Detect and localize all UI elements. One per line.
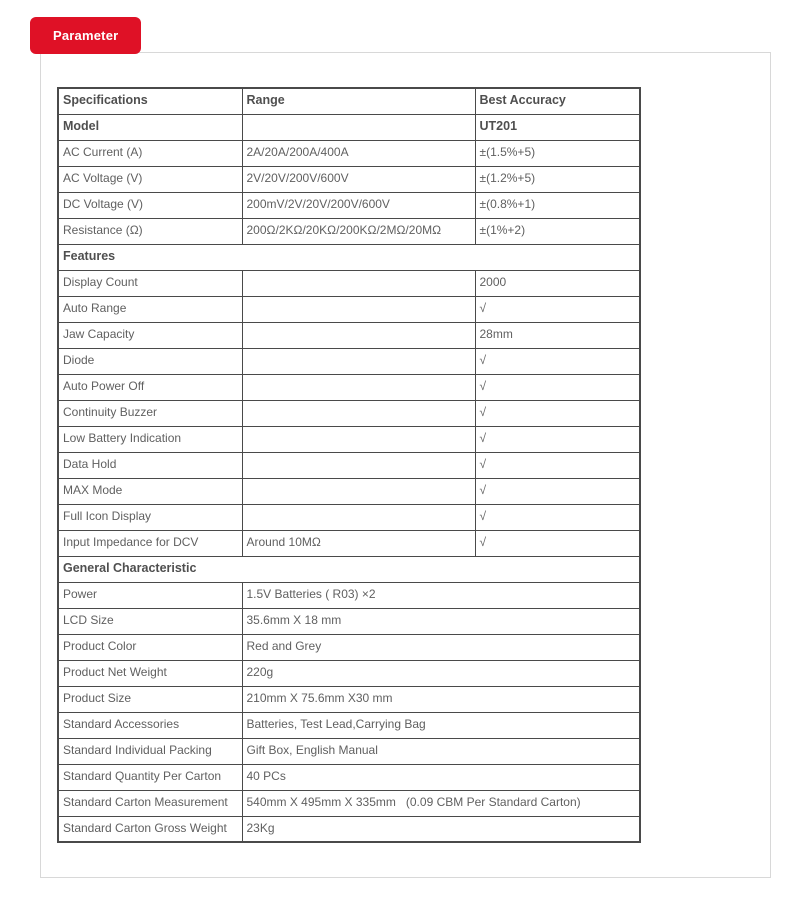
spec-cell-value: √ (475, 478, 640, 504)
spec-cell-label: AC Current (A) (58, 140, 242, 166)
spec-cell-label: Standard Carton Gross Weight (58, 816, 242, 842)
spec-cell-range (242, 348, 475, 374)
spec-cell-range: Around 10MΩ (242, 530, 475, 556)
spec-cell-label: DC Voltage (V) (58, 192, 242, 218)
spec-cell-label: Product Net Weight (58, 660, 242, 686)
table-row (58, 452, 640, 478)
spec-table-body (58, 88, 640, 842)
table-row (58, 712, 640, 738)
spec-cell-range (242, 452, 475, 478)
spec-cell-range: 540mm X 495mm X 335mm (0.09 CBM Per Standard Carton) (242, 790, 640, 816)
spec-cell-range: 220g (242, 660, 640, 686)
spec-cell-range: 200Ω/2KΩ/20KΩ/200KΩ/2MΩ/20MΩ (242, 218, 475, 244)
table-row (58, 140, 640, 166)
spec-cell-label: MAX Mode (58, 478, 242, 504)
spec-cell-label: Model (58, 114, 242, 140)
table-row (58, 166, 640, 192)
table-row (58, 296, 640, 322)
spec-cell-label: Full Icon Display (58, 504, 242, 530)
spec-cell-label: Auto Power Off (58, 374, 242, 400)
table-row (58, 686, 640, 712)
table-row (58, 582, 640, 608)
table-row (58, 660, 640, 686)
spec-cell-label: Specifications (58, 88, 242, 114)
spec-cell-value: 2000 (475, 270, 640, 296)
table-row (58, 738, 640, 764)
table-row (58, 504, 640, 530)
table-row (58, 218, 640, 244)
spec-cell-label: AC Voltage (V) (58, 166, 242, 192)
spec-cell-value: 28mm (475, 322, 640, 348)
spec-cell-range (242, 322, 475, 348)
spec-cell-range: 35.6mm X 18 mm (242, 608, 640, 634)
spec-cell-range: 200mV/2V/20V/200V/600V (242, 192, 475, 218)
spec-cell-label: LCD Size (58, 608, 242, 634)
table-row (58, 608, 640, 634)
table-row (58, 192, 640, 218)
spec-cell-range (242, 114, 475, 140)
table-row (58, 322, 640, 348)
spec-cell-range (242, 426, 475, 452)
table-row (58, 270, 640, 296)
spec-cell-range: 23Kg (242, 816, 640, 842)
spec-cell-value: √ (475, 504, 640, 530)
table-row (58, 764, 640, 790)
spec-cell-value: √ (475, 426, 640, 452)
section-row (58, 556, 640, 582)
spec-cell-label: Standard Carton Measurement (58, 790, 242, 816)
spec-cell-label: Product Color (58, 634, 242, 660)
spec-cell-range (242, 374, 475, 400)
spec-cell-label: Product Size (58, 686, 242, 712)
table-row (58, 400, 640, 426)
spec-cell-value: UT201 (475, 114, 640, 140)
table-row (58, 114, 640, 140)
spec-cell-range: 40 PCs (242, 764, 640, 790)
spec-cell-label: Low Battery Indication (58, 426, 242, 452)
spec-cell-label: Display Count (58, 270, 242, 296)
spec-cell-label: Auto Range (58, 296, 242, 322)
spec-table (57, 87, 641, 843)
spec-cell-range (242, 270, 475, 296)
parameter-panel (40, 52, 771, 878)
spec-cell-label: Resistance (Ω) (58, 218, 242, 244)
spec-cell-label: Jaw Capacity (58, 322, 242, 348)
spec-cell-value: ±(0.8%+1) (475, 192, 640, 218)
spec-cell-label: Power (58, 582, 242, 608)
section-title: General Characteristic (58, 556, 640, 582)
spec-cell-range: 2V/20V/200V/600V (242, 166, 475, 192)
spec-cell-label: Continuity Buzzer (58, 400, 242, 426)
table-row (58, 478, 640, 504)
spec-cell-value: √ (475, 530, 640, 556)
table-row (58, 634, 640, 660)
spec-cell-range (242, 478, 475, 504)
spec-cell-value: Best Accuracy (475, 88, 640, 114)
spec-cell-range: Gift Box, English Manual (242, 738, 640, 764)
table-row (58, 790, 640, 816)
spec-cell-value: ±(1.5%+5) (475, 140, 640, 166)
spec-cell-range: Range (242, 88, 475, 114)
spec-cell-label: Input Impedance for DCV (58, 530, 242, 556)
spec-cell-range: Batteries, Test Lead,Carrying Bag (242, 712, 640, 738)
spec-cell-range: 210mm X 75.6mm X30 mm (242, 686, 640, 712)
spec-cell-value: √ (475, 400, 640, 426)
spec-cell-label: Data Hold (58, 452, 242, 478)
spec-cell-range: 2A/20A/200A/400A (242, 140, 475, 166)
spec-cell-label: Standard Quantity Per Carton (58, 764, 242, 790)
table-row (58, 348, 640, 374)
spec-cell-value: √ (475, 452, 640, 478)
table-row (58, 374, 640, 400)
spec-cell-value: ±(1.2%+5) (475, 166, 640, 192)
section-row (58, 244, 640, 270)
spec-cell-label: Diode (58, 348, 242, 374)
spec-cell-value: √ (475, 296, 640, 322)
section-title: Features (58, 244, 640, 270)
spec-cell-range: 1.5V Batteries ( R03) ×2 (242, 582, 640, 608)
spec-cell-label: Standard Individual Packing (58, 738, 242, 764)
spec-cell-value: √ (475, 348, 640, 374)
table-row (58, 816, 640, 842)
spec-cell-range (242, 400, 475, 426)
spec-cell-range: Red and Grey (242, 634, 640, 660)
tab-parameter[interactable]: Parameter (30, 17, 141, 54)
spec-cell-value: ±(1%+2) (475, 218, 640, 244)
spec-cell-value: √ (475, 374, 640, 400)
table-row (58, 88, 640, 114)
spec-cell-range (242, 504, 475, 530)
spec-cell-label: Standard Accessories (58, 712, 242, 738)
spec-cell-range (242, 296, 475, 322)
table-row (58, 530, 640, 556)
table-row (58, 426, 640, 452)
